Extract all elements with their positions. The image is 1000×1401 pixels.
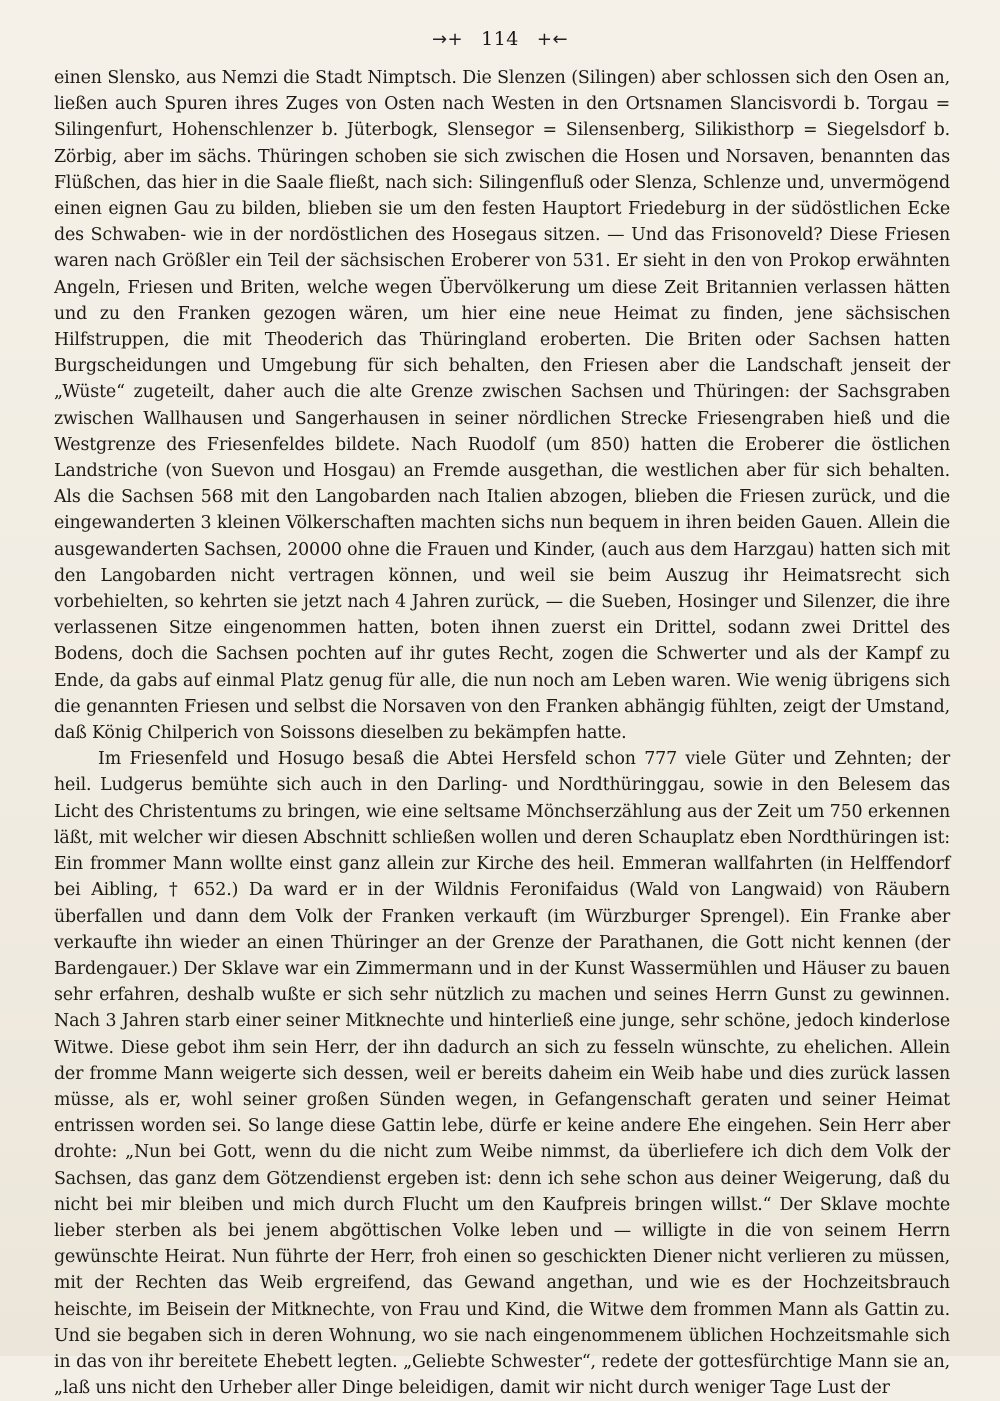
paragraph-2: Im Friesenfeld und Hosugo besaß die Abtei Hersfeld schon 777 viele Güter und Zehnten; der heil. Ludgerus bemühte sich auch in den Darling- und Nordthüringgau, sowie in den Belesem das Licht des Christentums zu bringen, wie eine seltsame Mönchserzählung aus der Zeit um 750 erkennen läßt, mit welcher wir diesen Abschnitt schließen wollen und deren Schauplatz eben Nordthüringen ist: Ein frommer Mann wollte einst ganz allein zur Kirche des heil. Emmeran wallfahrten (in Helffendorf bei Aibling, † 652.) Da ward er in der Wildnis Feronifaidus (Wald von Langwaid) von Räubern überfallen und dann dem Volk der Franken verkauft (im Würzburger Sprengel). Ein Franke aber verkaufte ihn wieder an einen Thüringer an der Grenze der Parathanen, die Gott nicht kennen (der Bardengauer.) Der Sklave war ein Zimmermann und in der Kunst Wassermühlen und Häuser zu bauen sehr erfahren, deshalb wußte er sich sehr nützlich zu machen und seines Herrn Gunst zu gewinnen. Nach 3 Jahren starb einer seiner Mitknechte und hinterließ eine junge, sehr schöne, jedoch kinderlose Witwe. Diese gebot ihm sein Herr, der ihn dadurch an sich zu fesseln wünschte, zu ehelichen. Allein der fromme Mann weigerte sich dessen, weil er bereits daheim ein Weib habe und dies zurück lassen müsse, als er, wohl seiner großen Sünden wegen, in Gefangenschaft geraten und seiner Heimat entrissen worden sei. So lange diese Gattin lebe, dürfe er keine andere Ehe eingehen. Sein Herr aber drohte: „Nun bei Gott, wenn du die nicht zum Weibe nimmst, da überliefere ich dich dem Volk der Sachsen, das ganz dem Götzendienst ergeben ist: denn ich sehe schon aus deiner Weigerung, daß du nicht bei mir bleiben und mich durch Flucht um den Kaufpreis bringen willst.“ Der Sklave mochte lieber sterben als bei jenem abgöttischen Volke leben und — willigte in die von seinem Herrn gewünschte Heirat. Nun führte der Herr, froh einen so geschickten Diener nicht verlieren zu müssen, mit der Rechten das Weib ergreifend, das Gewand angethan, und wie es der Hochzeitsbrauch heischte, im Beisein der Mitknechte, von Frau und Kind, die Witwe dem frommen Mann als Gattin zu. Und sie begaben sich in deren Wohnung, wo sie nach eingenommenem üblichen Hochzeitsmahle sich in das von ihr bereitete Ehebett legten. „Geliebte Schwester“, redete der gottesfürchtige Mann sie an, „laß uns nicht den Urheber aller Dinge beleidigen, damit wir nicht durch weniger Tage Lust der (54, 749, 950, 1399)
body-text (54, 65, 950, 1401)
page-header (0, 24, 1000, 54)
show-through-bleed (60, 1300, 940, 1350)
paragraph-1: einen Slensko, aus Nemzi die Stadt Nimptsch. Die Slenzen (Silingen) aber schlossen sich den Osen an, ließen auch Spuren ihres Zuges von Osten nach Westen in den Ortsnamen Slancisvordi b. Torgau = Silingenfurt, Hohenschlenzer b. Jüterbogk, Slensegor = Silensenberg, Silikisthorp = Siegelsdorf b. Zörbig, aber im sächs. Thüringen schoben sie sich zwischen die Hosen und Norsaven, benannten das Flüßchen, das hier in die Saale fließt, nach sich: Silingenfluß oder Slenza, Schlenze und, unvermögend einen eignen Gau zu bilden, blieben sie um den festen Hauptort Friedeburg in der südöstlichen Ecke des Schwaben- wie in der nordöstlichen des Hosegaus sitzen. — Und das Frisonoveld? Diese Friesen waren nach Größler ein Teil der sächsischen Eroberer von 531. Er sieht in den von Prokop erwähnten Angeln, Friesen und Briten, welche wegen Übervölkerung um diese Zeit Britannien verlassen hätten und zu den Franken gezogen wären, um hier eine neue Heimat zu finden, jene sächsischen Hilfstruppen, die mit Theoderich das Thüringland eroberten. Die Briten oder Sachsen hatten Burgscheidungen und Umgebung für sich behalten, den Friesen aber die Landschaft jenseit der „Wüste“ zugeteilt, daher auch die alte Grenze zwischen Sachsen und Thüringen: der Sachsgraben zwischen Wallhausen und Sangerhausen in seiner nördlichen Strecke Friesengraben hieß und die Westgrenze des Friesenfeldes bildete. Nach Ruodolf (um 850) hatten die Eroberer die östlichen Landstriche (von Suevon und Hosgau) an Fremde ausgethan, die westlichen aber für sich behalten. Als die Sachsen 568 mit den Langobarden nach Italien abzogen, blieben die Friesen zurück, und die eingewanderten 3 kleinen Völkerschaften machten sichs nun bequem in ihren beiden Gauen. Allein die ausgewanderten Sachsen, 20000 ohne die Frauen und Kinder, (auch aus dem Harzgau) hatten sich mit den Langobarden nicht vertragen können, und weil sie beim Auszug ihr Heimatsrecht sich vorbehielten, so kehrten sie jetzt nach 4 Jahren zurück, — die Sueben, Hosinger und Silenzer, die ihre verlassenen Sitze eingenommen hatten, boten ihnen zuerst ein Drittel, sodann zwei Drittel des Bodens, doch die Sachsen pochten auf ihr gutes Recht, zogen die Schwerter und als der Kampf zu Ende, da gabs auf einmal Platz genug für alle, die nun noch am Leben waren. Wie wenig übrigens sich die genannten Friesen und selbst die Norsaven von den Franken abhängig fühlten, zeigt der Umstand, daß König Chilperich von Soissons dieselben zu bekämpfen hatte. (54, 68, 951, 744)
page-number: 114 (481, 28, 519, 50)
left-arrow-ornament-icon: →+ (431, 28, 464, 50)
right-arrow-ornament-icon: +← (536, 28, 569, 50)
